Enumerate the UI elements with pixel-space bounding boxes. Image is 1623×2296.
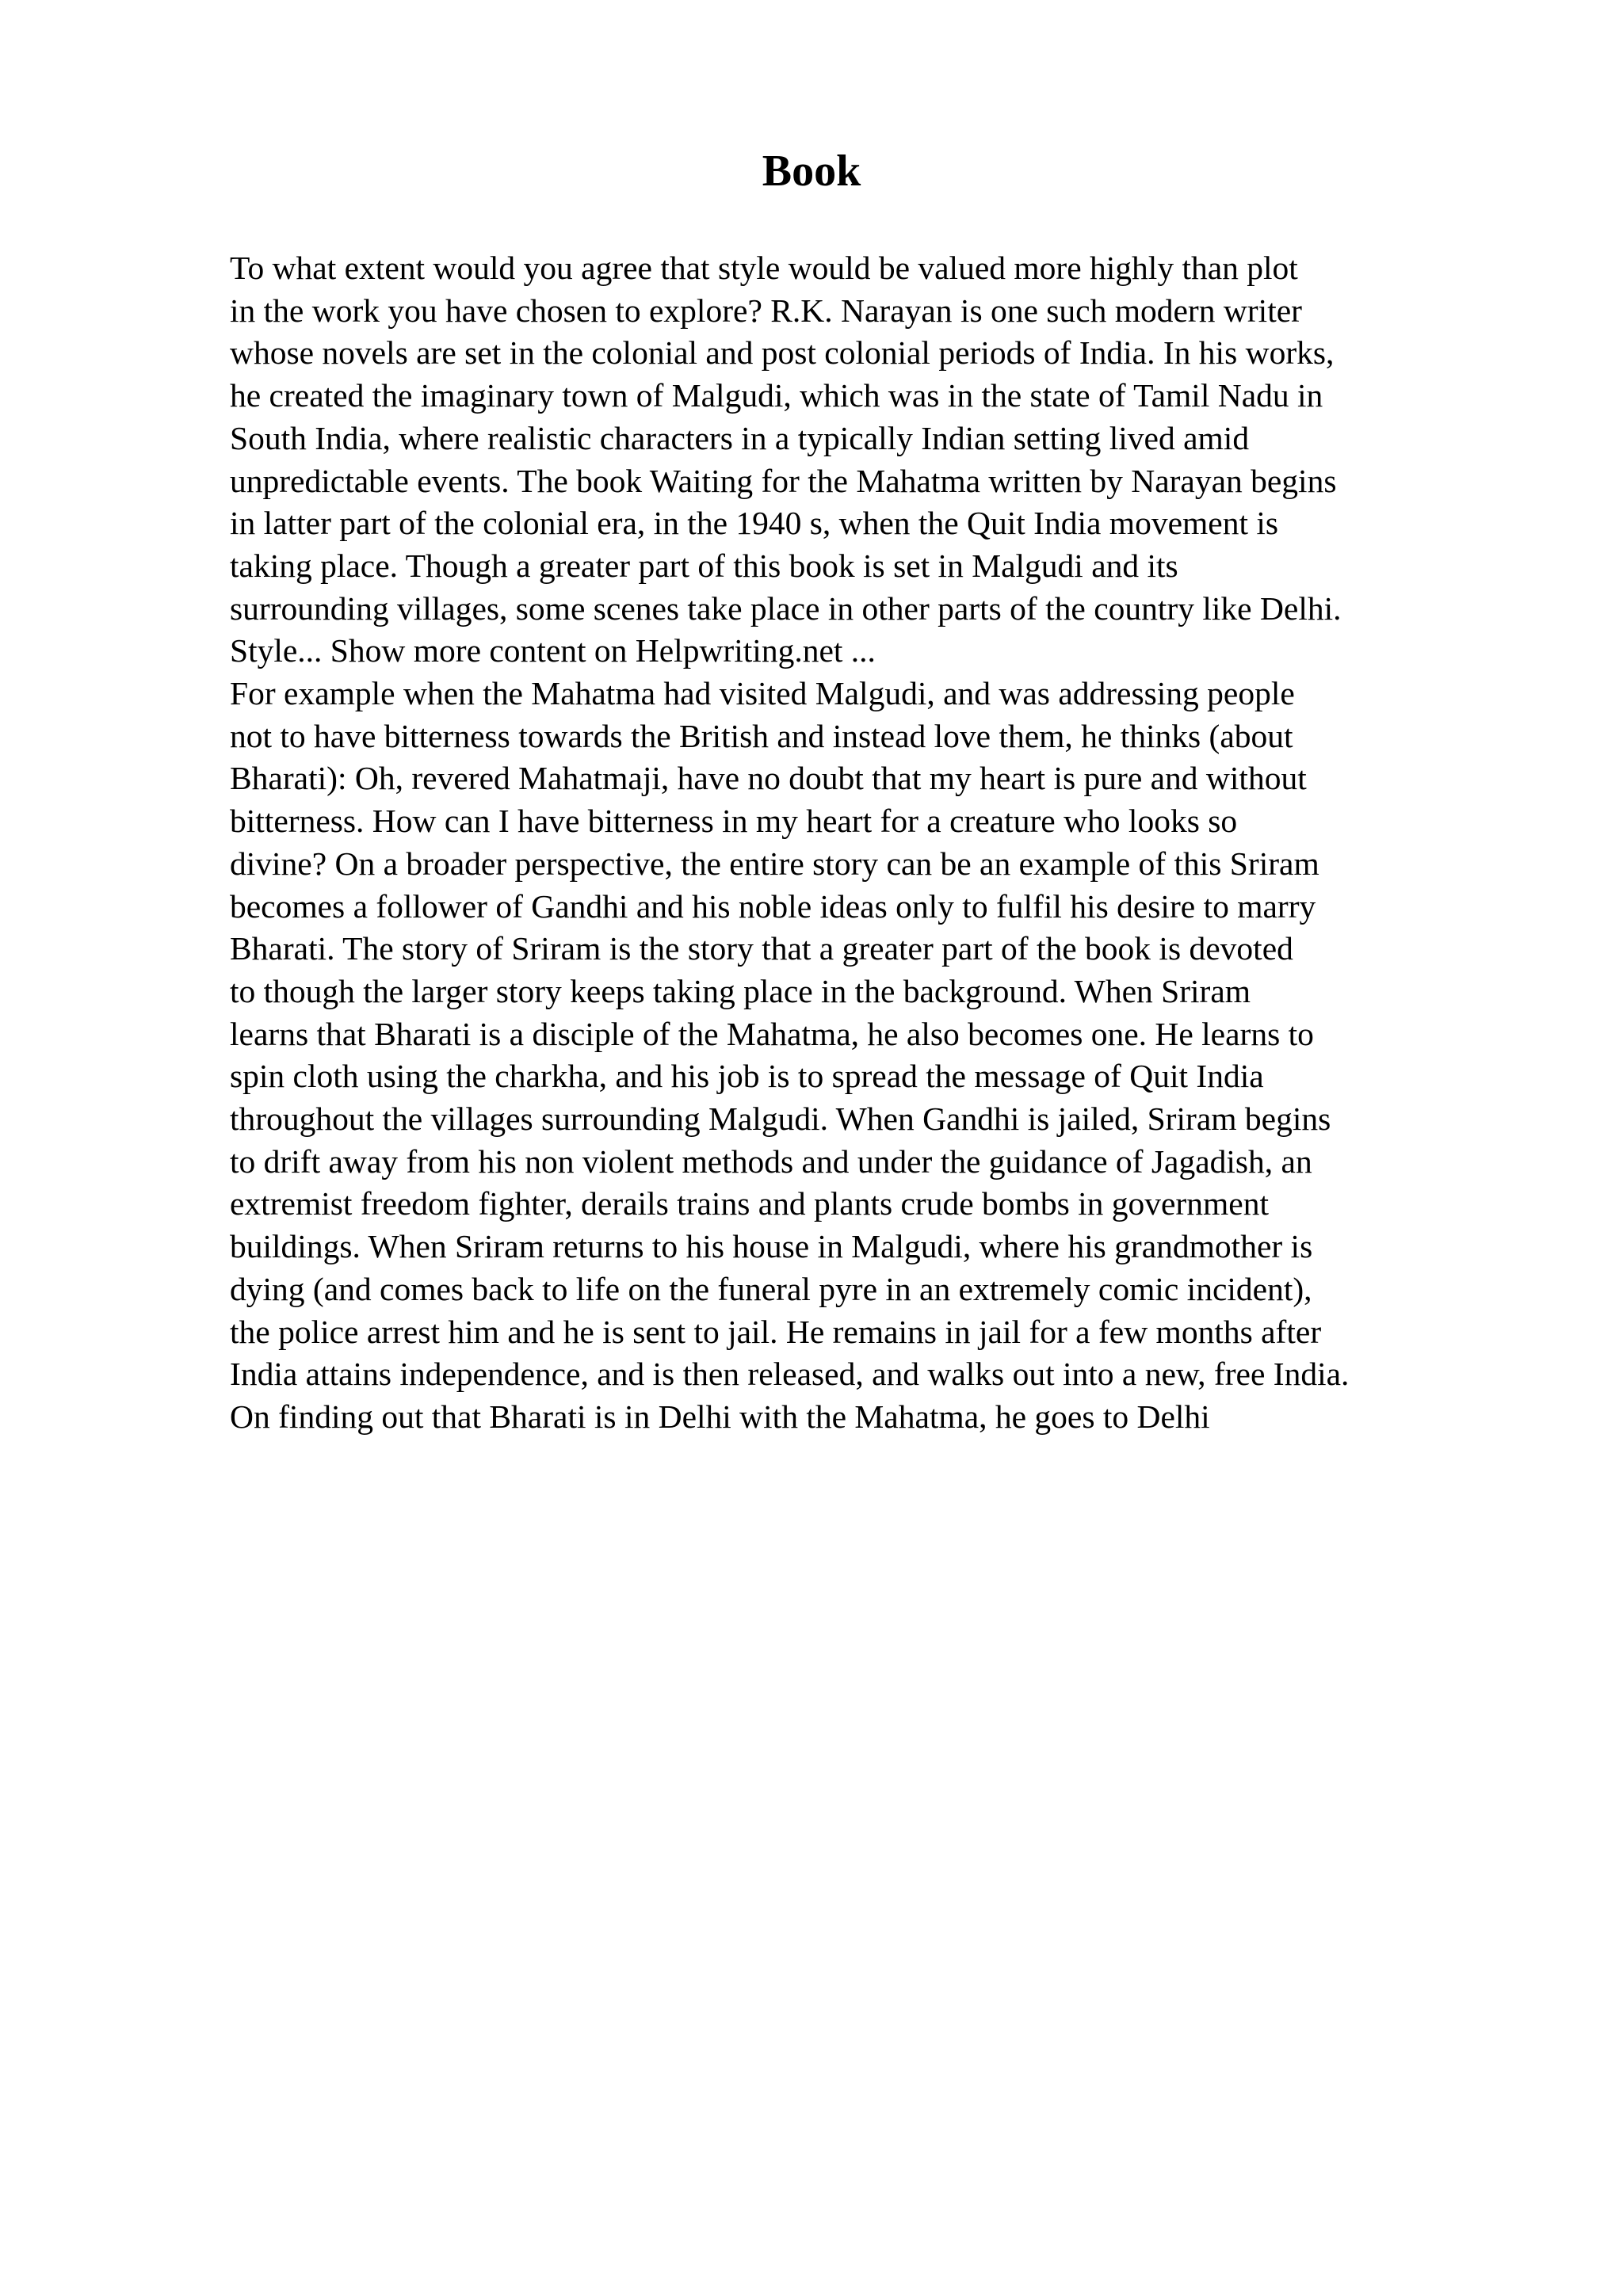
- body-line: India attains independence, and is then released, and walks out into a new, free India.: [230, 1356, 1350, 1393]
- body-line: Bharati): Oh, revered Mahatmaji, have no doubt that my heart is pure and without: [230, 760, 1307, 797]
- body-line: To what extent would you agree that style would be valued more highly than plot: [230, 250, 1298, 286]
- body-line: learns that Bharati is a disciple of the Mahatma, he also becomes one. He learns to: [230, 1015, 1314, 1052]
- body-line: Bharati. The story of Sriram is the story that a greater part of the book is devoted: [230, 930, 1293, 967]
- body-line: bitterness. How can I have bitterness in my heart for a creature who looks so: [230, 803, 1238, 840]
- body-line: surrounding villages, some scenes take place in other parts of the country like Delhi.: [230, 589, 1342, 627]
- document-body: [230, 247, 1577, 1439]
- body-line: divine? On a broader perspective, the entire story can be an example of this Sriram: [230, 845, 1319, 882]
- body-line: whose novels are set in the colonial and post colonial periods of India. In his works,: [230, 334, 1335, 372]
- body-line: dying (and comes back to life on the funeral pyre in an extremely comic incident),: [230, 1270, 1312, 1307]
- body-line: spin cloth using the charkha, and his job is to spread the message of Quit India: [230, 1058, 1264, 1095]
- body-line: taking place. Though a greater part of this book is set in Malgudi and its: [230, 547, 1178, 584]
- document-title: Book: [762, 147, 861, 196]
- body-line: the police arrest him and he is sent to jail. He remains in jail for a few months after: [230, 1313, 1322, 1350]
- body-line: he created the imaginary town of Malgudi, which was in the state of Tamil Nadu in: [230, 377, 1323, 414]
- body-line: to though the larger story keeps taking place in the background. When Sriram: [230, 972, 1251, 1009]
- body-line: in the work you have chosen to explore? R.K. Narayan is one such modern writer: [230, 292, 1302, 329]
- body-line: in latter part of the colonial era, in the 1940 s, when the Quit India movement is: [230, 505, 1279, 542]
- body-line: buildings. When Sriram returns to his house in Malgudi, where his grandmother is: [230, 1228, 1313, 1265]
- body-line: extremist freedom fighter, derails trains and plants crude bombs in government: [230, 1185, 1269, 1222]
- body-line: becomes a follower of Gandhi and his noble ideas only to fulfil his desire to marry: [230, 887, 1316, 925]
- body-line: throughout the villages surrounding Malgudi. When Gandhi is jailed, Sriram begins: [230, 1100, 1331, 1138]
- body-line: For example when the Mahatma had visited Malgudi, and was addressing people: [230, 675, 1295, 712]
- body-line: South India, where realistic characters in a typically Indian setting lived amid: [230, 419, 1250, 456]
- body-line: unpredictable events. The book Waiting for the Mahatma written by Narayan begins: [230, 462, 1337, 499]
- body-line: not to have bitterness towards the British and instead love them, he thinks (about: [230, 717, 1293, 754]
- body-line: On finding out that Bharati is in Delhi with the Mahatma, he goes to Delhi: [230, 1398, 1210, 1435]
- show-more-line: Style... Show more content on Helpwriting.net ...: [230, 632, 876, 669]
- body-line: to drift away from his non violent methods and under the guidance of Jagadish, an: [230, 1142, 1312, 1180]
